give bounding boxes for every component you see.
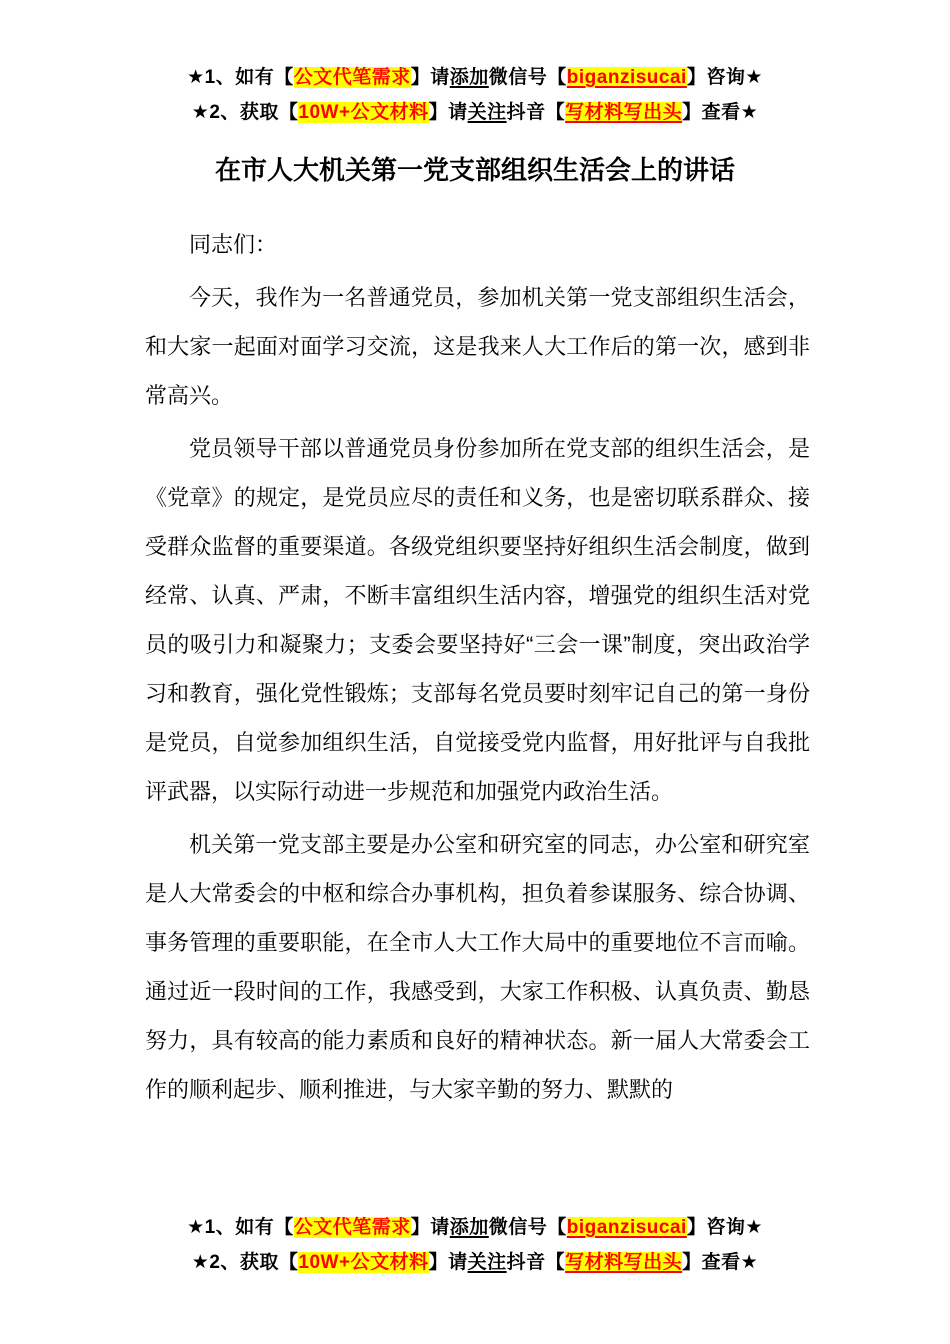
promo-segment: 10W+公文材料 [298, 102, 429, 123]
document-body [145, 220, 810, 1114]
promo-segment: 】请 [410, 67, 450, 88]
promo-line [0, 1245, 950, 1280]
promo-segment: 写材料写出头 [565, 1252, 683, 1273]
promo-segment: ★1、如有【 [187, 1217, 294, 1238]
promo-segment: 】查看★ [682, 102, 759, 123]
promo-segment: 】请 [428, 102, 468, 123]
promo-line [0, 95, 950, 130]
promo-segment: 抖音【 [506, 102, 566, 123]
body-paragraph: 同志们： [189, 232, 278, 257]
body-paragraph: 机关第一党支部主要是办公室和研究室的同志，办公室和研究室是人大常委会的中枢和综合办事机构，担负着参谋服务、综合协调、事务管理的重要职能，在全市人大工作大局中的重要地位不言而喻。通过近一段时间的工作，我感受到，大家工作积极、认真负责、勤恳努力，具有较高的能力素质和良好的精神状态。新一届人大常委会工作的顺利起步、顺利推进，与大家辛勤的努力、默默的 [145, 832, 810, 1102]
promo-segment: 】咨询★ [686, 1217, 763, 1238]
promo-segment: biganzisucai [566, 1217, 687, 1238]
promo-segment: 关注 [467, 1252, 507, 1273]
body-paragraph: 党员领导干部以普通党员身份参加所在党支部的组织生活会，是《党章》的规定，是党员应尽的责任和义务，也是密切联系群众、接受群众监督的重要渠道。各级党组织要坚持好组织生活会制度，做到经常、认真、严肃，不断丰富组织生活内容，增强党的组织生活对党员的吸引力和凝聚力；支委会要坚持好“三会一课”制度，突出政治学习和教育，强化党性锻炼；支部每名党员要时刻牢记自己的第一身份是党员，自觉参加组织生活，自觉接受党内监督，用好批评与自我批评武器，以实际行动进一步规范和加强党内政治生活。 [145, 436, 810, 804]
promo-segment: 添加 [449, 67, 489, 88]
document-title: 在市人大机关第一党支部组织生活会上的讲话 [214, 155, 735, 185]
promo-segment: 公文代笔需求 [293, 1217, 411, 1238]
promo-segment: 添加 [449, 1217, 489, 1238]
promo-segment: 】请 [428, 1252, 468, 1273]
promo-segment: 抖音【 [506, 1252, 566, 1273]
promo-header [0, 0, 950, 130]
promo-segment: 微信号【 [488, 1217, 567, 1238]
promo-segment: ★2、获取【 [191, 102, 299, 123]
promo-line [0, 1210, 950, 1245]
promo-segment: 写材料写出头 [565, 102, 683, 123]
promo-segment: 公文代笔需求 [293, 67, 411, 88]
promo-segment: 10W+公文材料 [298, 1252, 429, 1273]
promo-segment: biganzisucai [566, 67, 687, 88]
promo-segment: ★2、获取【 [191, 1252, 299, 1273]
body-paragraph: 今天，我作为一名普通党员，参加机关第一党支部组织生活会，和大家一起面对面学习交流，这是我来人大工作后的第一次，感到非常高兴。 [145, 285, 810, 408]
promo-segment: ★1、如有【 [187, 67, 294, 88]
promo-segment: 】咨询★ [686, 67, 763, 88]
promo-segment: 微信号【 [488, 67, 567, 88]
promo-line [0, 60, 950, 95]
promo-footer [0, 1210, 950, 1280]
promo-segment: 】请 [410, 1217, 450, 1238]
promo-segment: 】查看★ [682, 1252, 759, 1273]
promo-segment: 关注 [467, 102, 507, 123]
